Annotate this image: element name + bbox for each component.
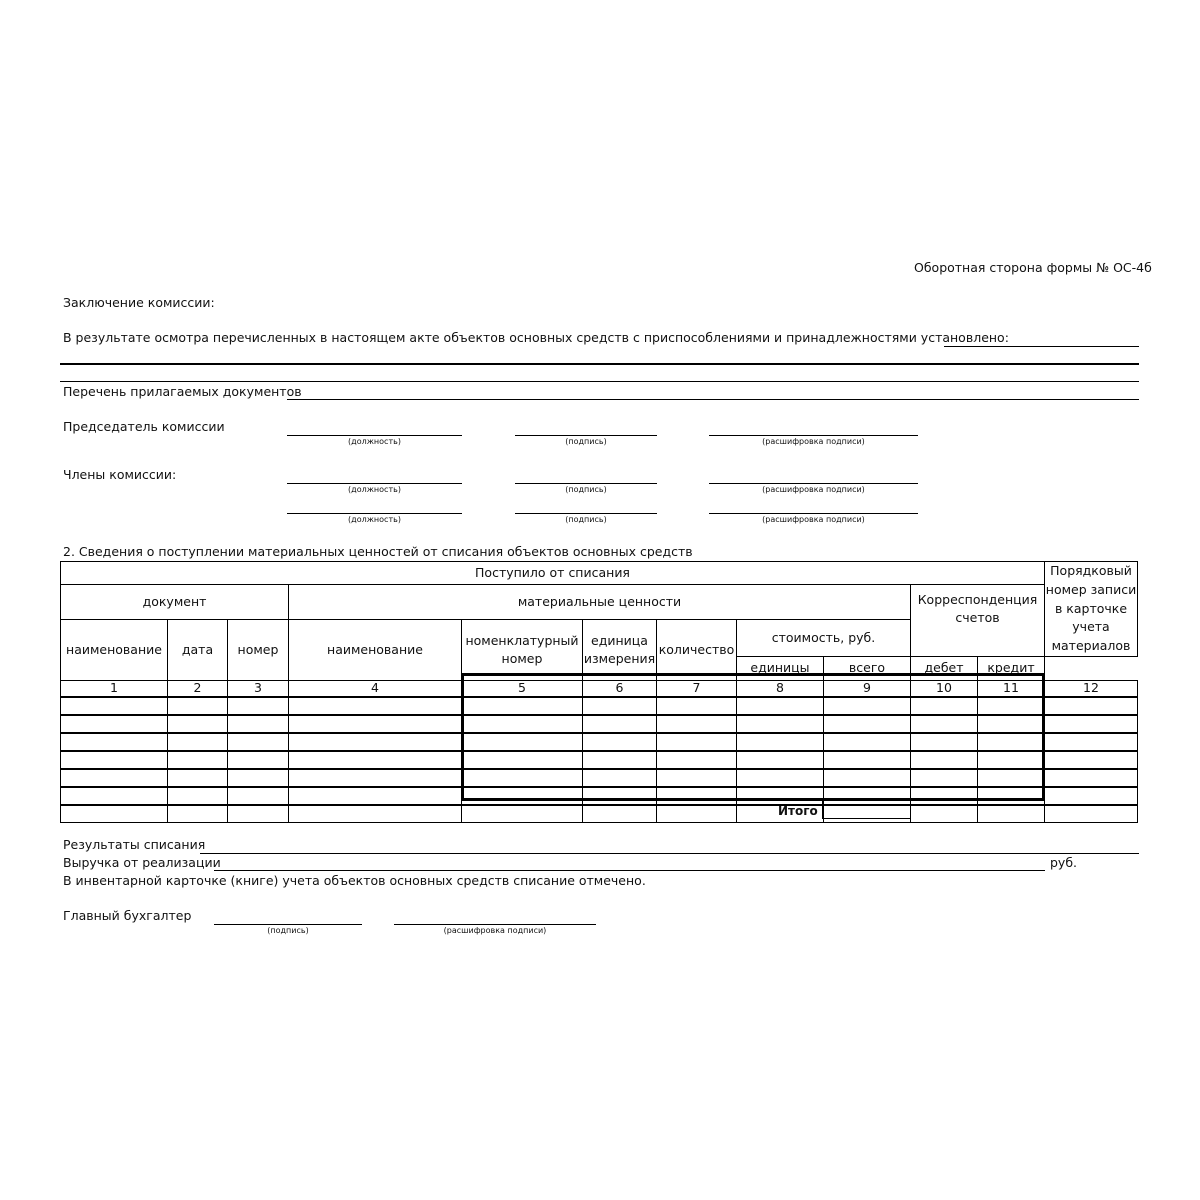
signature-caption: (подпись): [267, 926, 309, 935]
unit-of-measure-header: единица измерения: [583, 620, 657, 680]
table-cell[interactable]: [462, 751, 583, 769]
table-cell[interactable]: [1045, 787, 1138, 805]
table-cell[interactable]: [583, 805, 657, 823]
cost-header: стоимость, руб.: [737, 620, 911, 656]
position-caption: (должность): [348, 485, 401, 494]
signature-caption: (подпись): [565, 515, 607, 524]
table-cell[interactable]: [737, 769, 824, 787]
table-cell[interactable]: [978, 715, 1045, 733]
table-cell[interactable]: [657, 751, 737, 769]
column-number-11: 11: [978, 680, 1045, 697]
chief-accountant-label: Главный бухгалтер: [63, 908, 192, 923]
table-cell[interactable]: [168, 697, 228, 715]
conclusion-line-2[interactable]: [60, 381, 1139, 382]
members-label: Члены комиссии:: [63, 467, 177, 482]
table-cell[interactable]: [289, 697, 462, 715]
member1-position-line[interactable]: [287, 483, 462, 484]
table-cell[interactable]: [583, 769, 657, 787]
table-cell[interactable]: [824, 697, 911, 715]
column-number-4: 4: [289, 680, 462, 697]
table-cell[interactable]: [289, 805, 462, 823]
table-cell[interactable]: [289, 751, 462, 769]
table-cell[interactable]: [61, 805, 168, 823]
table-cell[interactable]: [737, 697, 824, 715]
received-from-writeoff-header: Поступило от списания: [61, 562, 1045, 585]
table-cell[interactable]: [168, 751, 228, 769]
column-number-8: 8: [737, 680, 824, 697]
writeoff-results-line[interactable]: [200, 853, 1139, 854]
table-cell[interactable]: [228, 769, 289, 787]
column-number-7: 7: [657, 680, 737, 697]
chief-accountant-decode-line[interactable]: [394, 924, 596, 925]
table-cell[interactable]: [228, 733, 289, 751]
column-number-row: [61, 680, 1138, 697]
form-reference: Оборотная сторона формы № ОС-4б: [914, 260, 1152, 275]
table-cell[interactable]: [61, 787, 168, 805]
table-cell[interactable]: [911, 805, 978, 823]
table-cell[interactable]: [911, 715, 978, 733]
table-cell[interactable]: [289, 733, 462, 751]
table-cell[interactable]: [228, 697, 289, 715]
nomenclature-number-header: номенклатурный номер: [462, 620, 583, 680]
table-cell[interactable]: [228, 751, 289, 769]
member1-decode-line[interactable]: [709, 483, 918, 484]
table-cell[interactable]: [583, 787, 657, 805]
doc-date-header: дата: [168, 620, 228, 680]
table-cell[interactable]: [168, 769, 228, 787]
doc-number-header: номер: [228, 620, 289, 680]
table-cell[interactable]: [462, 805, 583, 823]
table-cell[interactable]: [978, 805, 1045, 823]
table-cell[interactable]: [462, 715, 583, 733]
conclusion-line-1[interactable]: [60, 363, 1139, 365]
table-cell[interactable]: [289, 769, 462, 787]
table-cell[interactable]: [61, 697, 168, 715]
total-cost-header: всего: [824, 656, 911, 680]
table-cell[interactable]: [824, 769, 911, 787]
chairman-decode-line[interactable]: [709, 435, 918, 436]
position-caption: (должность): [348, 515, 401, 524]
member2-decode-line[interactable]: [709, 513, 918, 514]
table-cell[interactable]: [657, 733, 737, 751]
total-cell[interactable]: [822, 800, 911, 819]
table-cell[interactable]: [228, 787, 289, 805]
signature-decode-caption: (расшифровка подписи): [762, 515, 865, 524]
table-cell[interactable]: [168, 715, 228, 733]
doc-name-header: наименование: [61, 620, 168, 680]
chairman-label: Председатель комиссии: [63, 419, 225, 434]
table-cell[interactable]: [911, 787, 978, 805]
revenue-label: Выручка от реализации: [63, 855, 221, 870]
position-caption: (должность): [348, 437, 401, 446]
signature-decode-caption: (расшифровка подписи): [443, 926, 547, 935]
table-cell[interactable]: [61, 751, 168, 769]
inspection-result-line[interactable]: [944, 346, 1139, 347]
table-cell[interactable]: [911, 751, 978, 769]
table-cell[interactable]: [1045, 805, 1138, 823]
table-cell[interactable]: [228, 805, 289, 823]
table-cell[interactable]: [168, 805, 228, 823]
table-cell[interactable]: [462, 787, 583, 805]
table-cell[interactable]: [978, 733, 1045, 751]
chief-accountant-signature-line[interactable]: [214, 924, 362, 925]
table-cell[interactable]: [978, 751, 1045, 769]
table-cell[interactable]: [61, 715, 168, 733]
table-row: [61, 715, 1138, 733]
quantity-header: количество: [657, 620, 737, 680]
table-cell[interactable]: [737, 733, 824, 751]
table-cell[interactable]: [657, 697, 737, 715]
table-cell[interactable]: [657, 787, 737, 805]
table-cell[interactable]: [462, 697, 583, 715]
signature-decode-caption: (расшифровка подписи): [762, 485, 865, 494]
signature-caption: (подпись): [565, 437, 607, 446]
table-cell[interactable]: [583, 697, 657, 715]
table-row: [61, 751, 1138, 769]
table-cell[interactable]: [583, 751, 657, 769]
table-cell[interactable]: [583, 733, 657, 751]
member2-signature-line[interactable]: [515, 513, 657, 514]
table-row: [61, 697, 1138, 715]
document-header: документ: [61, 585, 289, 620]
table-cell[interactable]: [61, 769, 168, 787]
table-cell[interactable]: [978, 697, 1045, 715]
table-cell[interactable]: [583, 715, 657, 733]
table-cell[interactable]: [911, 769, 978, 787]
account-correspondence-header: Корреспонденция счетов: [911, 585, 1045, 657]
chairman-signature-line[interactable]: [515, 435, 657, 436]
table-cell[interactable]: [978, 787, 1045, 805]
table-cell[interactable]: [824, 733, 911, 751]
column-number-9: 9: [824, 680, 911, 697]
column-number-1: 1: [61, 680, 168, 697]
writeoff-results-label: Результаты списания: [63, 837, 206, 852]
table-cell[interactable]: [1045, 697, 1138, 715]
signature-caption: (подпись): [565, 485, 607, 494]
table-cell[interactable]: [289, 715, 462, 733]
column-number-3: 3: [228, 680, 289, 697]
table-cell[interactable]: [657, 715, 737, 733]
credit-header: кредит: [978, 656, 1045, 680]
column-number-5: 5: [462, 680, 583, 697]
column-number-10: 10: [911, 680, 978, 697]
table-cell[interactable]: [1045, 751, 1138, 769]
table-cell[interactable]: [462, 733, 583, 751]
section2-title: 2. Сведения о поступлении материальных ценностей от списания объектов основных средств: [63, 544, 693, 559]
column-number-6: 6: [583, 680, 657, 697]
table-cell[interactable]: [1045, 715, 1138, 733]
revenue-line[interactable]: [214, 870, 1045, 871]
member2-position-line[interactable]: [287, 513, 462, 514]
table-cell[interactable]: [824, 715, 911, 733]
table-cell[interactable]: [824, 751, 911, 769]
attached-documents-label: Перечень прилагаемых документов: [63, 384, 302, 399]
ordinal-number-header: Порядковый номер записи в карточке учета материалов: [1045, 562, 1138, 657]
commission-conclusion-label: Заключение комиссии:: [63, 295, 215, 310]
currency-label: руб.: [1050, 855, 1078, 870]
inventory-note: В инвентарной карточке (книге) учета объектов основных средств списание отмечено.: [63, 873, 646, 888]
table-cell[interactable]: [228, 715, 289, 733]
chairman-position-line[interactable]: [287, 435, 462, 436]
material-name-header: наименование: [289, 620, 462, 680]
table-cell[interactable]: [1045, 769, 1138, 787]
table-cell[interactable]: [1045, 733, 1138, 751]
column-number-2: 2: [168, 680, 228, 697]
table-row: [61, 733, 1138, 751]
materials-header: материальные ценности: [289, 585, 911, 620]
table-cell[interactable]: [978, 769, 1045, 787]
signature-decode-caption: (расшифровка подписи): [762, 437, 865, 446]
table-cell[interactable]: [289, 787, 462, 805]
table-cell[interactable]: [911, 733, 978, 751]
table-cell[interactable]: [168, 787, 228, 805]
table-row: [61, 805, 1138, 823]
table-row: [61, 769, 1138, 787]
table-cell[interactable]: [737, 787, 824, 805]
table-cell[interactable]: [168, 733, 228, 751]
debit-header: дебет: [911, 656, 978, 680]
table-cell[interactable]: [737, 751, 824, 769]
table-cell[interactable]: [657, 769, 737, 787]
table-cell[interactable]: [462, 769, 583, 787]
table-cell[interactable]: [737, 715, 824, 733]
inspection-statement: В результате осмотра перечисленных в настоящем акте объектов основных средств с приспособлениями и принадлежностями установлено:: [63, 330, 1009, 345]
unit-cost-header: единицы: [737, 656, 824, 680]
member1-signature-line[interactable]: [515, 483, 657, 484]
materials-receipt-table: [60, 561, 1138, 823]
table-cell[interactable]: [61, 733, 168, 751]
column-number-12: 12: [1045, 680, 1138, 697]
table-row: [61, 787, 1138, 805]
attached-documents-line[interactable]: [287, 399, 1139, 400]
total-label: Итого: [778, 804, 818, 818]
table-cell[interactable]: [657, 805, 737, 823]
table-cell[interactable]: [911, 697, 978, 715]
